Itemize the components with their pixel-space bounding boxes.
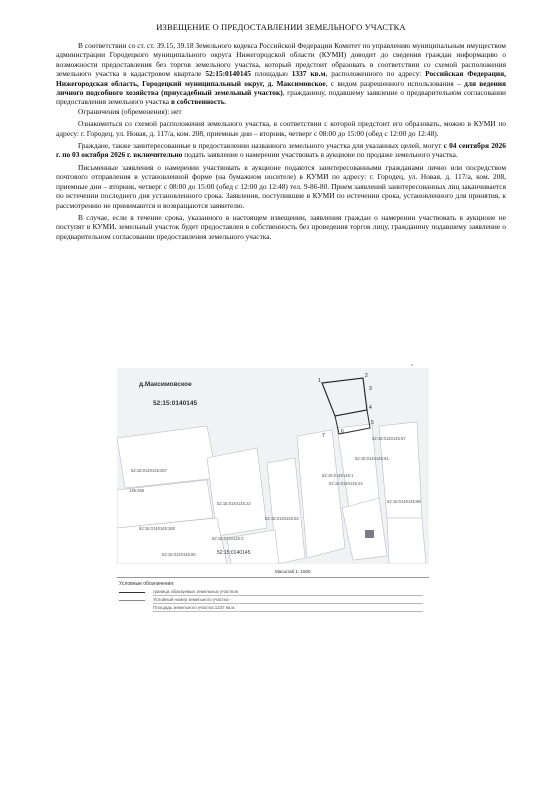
parcel-scheme <box>105 358 435 613</box>
p1-text-f: . <box>224 97 227 107</box>
p1-text-e: , гражданину, подавшему заявление о предварительном согласовании предоставления земельного участка <box>56 88 506 107</box>
map-quarter-label: 52:15:0140145 <box>153 400 198 407</box>
paragraph-encumbrances: Ограничения (обременения): нет <box>78 106 182 116</box>
point-6: 6 <box>341 429 344 435</box>
parcel-area: 1337 кв.м <box>291 69 326 79</box>
parcel-label-57: 52:15:0140145:57 <box>372 436 406 441</box>
parcel-label-83: 52:15:0140145:83 <box>265 516 299 521</box>
legend-text-number: Условный номер земельного участка - <box>153 597 423 604</box>
legend-title: Условные обозначения: <box>119 581 175 587</box>
parcel-label-80: 52:15:0140145:80 <box>162 552 196 557</box>
legend-text-boundary: граница образуемых земельных участков <box>153 589 423 596</box>
parcel-label-22: 52:15:0140145:22 <box>217 501 251 506</box>
p4-text-a: Граждане, также заинтересованные в предоставлении названного земельного участка для указанных целей, могут <box>78 141 444 151</box>
cadastral-map <box>117 368 429 564</box>
point-7: 7 <box>322 433 325 439</box>
parcel-address: Российская Федерация, Нижегородская область, Городецкий муниципальный округ, д. Максимовское <box>56 69 506 88</box>
parcel-shape-1 <box>297 430 345 558</box>
parcel-label-quarter: 52:15:0140145 <box>217 550 251 556</box>
paragraph-scheme-review: Ознакомиться со схемой расположения земельного участка, в соответствии с которой предстоит его образовать, можно в КУМИ по адресу: г. Городец, ул. Новая, д. 117/а, ком. 208, приемные дни – вторник, четверг с 08:00 до 15:00 (обед с 12:00 до 12:48). <box>56 119 506 138</box>
point-5: 5 <box>371 420 374 426</box>
parcel-shape-98 <box>387 518 426 564</box>
parcel-label-1: 52:15:0140145:1 <box>322 473 354 478</box>
point-1: 1 <box>318 378 321 384</box>
corner-mark: s <box>411 362 413 367</box>
point-4: 4 <box>369 405 372 411</box>
legend-swatch-number <box>119 600 145 601</box>
paragraph-legal-basis <box>56 41 506 107</box>
p4-text-b: подать заявление о намерении участвовать в аукционе по продаже земельного участка. <box>182 150 458 160</box>
legend-row-area <box>117 605 429 613</box>
paragraph-submission-rules: Письменные заявления о намерении участвовать в аукционе подаются заинтересованными гражданами лично или посредством почтового отправления в установленной форме (на бумажном носителе) в КУМИ по адресу: г. Городец, ул. Новая, д. 117/а, ком. 208, приемные дни – вторник, четверг с 08:00 до 15:00 (обед с 12:00 до 12:48) тел. 9-86-80. Прием заявлений заинтересованных лиц заканчивается по истечении последнего дня установленного срока. Заявления, поступившие в КУМИ по истечении срока, установленного для принятия, к рассмотрению не принимаются и возвращаются заявителю. <box>56 162 506 210</box>
application-dates: с 04 сентября 2026 г. по 03 октября 2026 г. включительно <box>56 141 506 160</box>
parcel-label-98: 52:15:0140145:98 <box>387 499 421 504</box>
point-2: 2 <box>365 373 368 379</box>
ownership-type: в собственность <box>170 97 225 107</box>
legend-row-boundary <box>117 589 429 597</box>
map-scale: Масштаб 1: 1500 <box>275 569 311 574</box>
paragraph-no-applications: В случае, если в течение срока, указанного в настоящем извещении, заявления граждан о намерении участвовать в аукционе не поступят в КУМИ, земельный участок будет предоставлен в собственность без проведения торгов лицу, гражданину подавшему заявление о предварительном согласовании предоставления земельного участка. <box>56 212 506 241</box>
notice-title: ИЗВЕЩЕНИЕ О ПРЕДОСТАВЛЕНИИ ЗЕМЕЛЬНОГО УЧАСТКА <box>156 22 406 32</box>
map-drawing <box>117 368 429 564</box>
parcel-shape-24 <box>342 498 387 560</box>
legend-swatch-boundary <box>119 592 145 593</box>
parcel-label-24: 52:15:0140145:24 <box>329 481 363 486</box>
building-mark <box>365 530 374 538</box>
notice-document <box>56 22 506 241</box>
p1-text-b: площадью <box>250 69 292 79</box>
parcel-label-266: 145:266 <box>129 488 145 493</box>
p1-text-c: , расположенного по адресу: <box>325 69 426 79</box>
legend-text-area: Площадь земельного участка 1337 кв.м. <box>153 605 423 612</box>
parcel-shape-267 <box>117 426 217 488</box>
paragraph-application-period <box>56 141 506 160</box>
p1-text-a: В соответствии со ст. ст. 39.15, 39.18 Земельного кодекса Российской Федерации Комитет по управлению муниципальным имуществом администрации Городецкого муниципального округа Нижегородской области (КУМИ) доводит до сведения граждан информацию о возможности предоставления без торгов земельного участка, который предстоит образовать в соответствии со схемой расположения земельного участка в кадастровом квартале <box>56 41 506 79</box>
parcel-label-267: 52:15:0140145:267 <box>131 468 168 473</box>
cadastral-quarter: 52:15:0140145 <box>205 69 251 79</box>
p1-text-d: , с видом разрешенного использования – <box>325 78 465 88</box>
map-village-label: д.Максимовское <box>139 381 192 388</box>
parcel-label-3: 52:15:0140145:3 <box>212 536 244 541</box>
legend-row-number <box>117 597 429 605</box>
parcel-label-61: 52:15:0140145:61 <box>355 456 389 461</box>
parcel-label-260: 52:15:0140145:260 <box>139 526 176 531</box>
permitted-use: для ведения личного подсобного хозяйства (приусадебный земельный участок) <box>56 78 506 98</box>
map-legend <box>117 577 429 613</box>
point-3: 3 <box>369 386 372 392</box>
new-parcel-boundary <box>322 378 367 416</box>
